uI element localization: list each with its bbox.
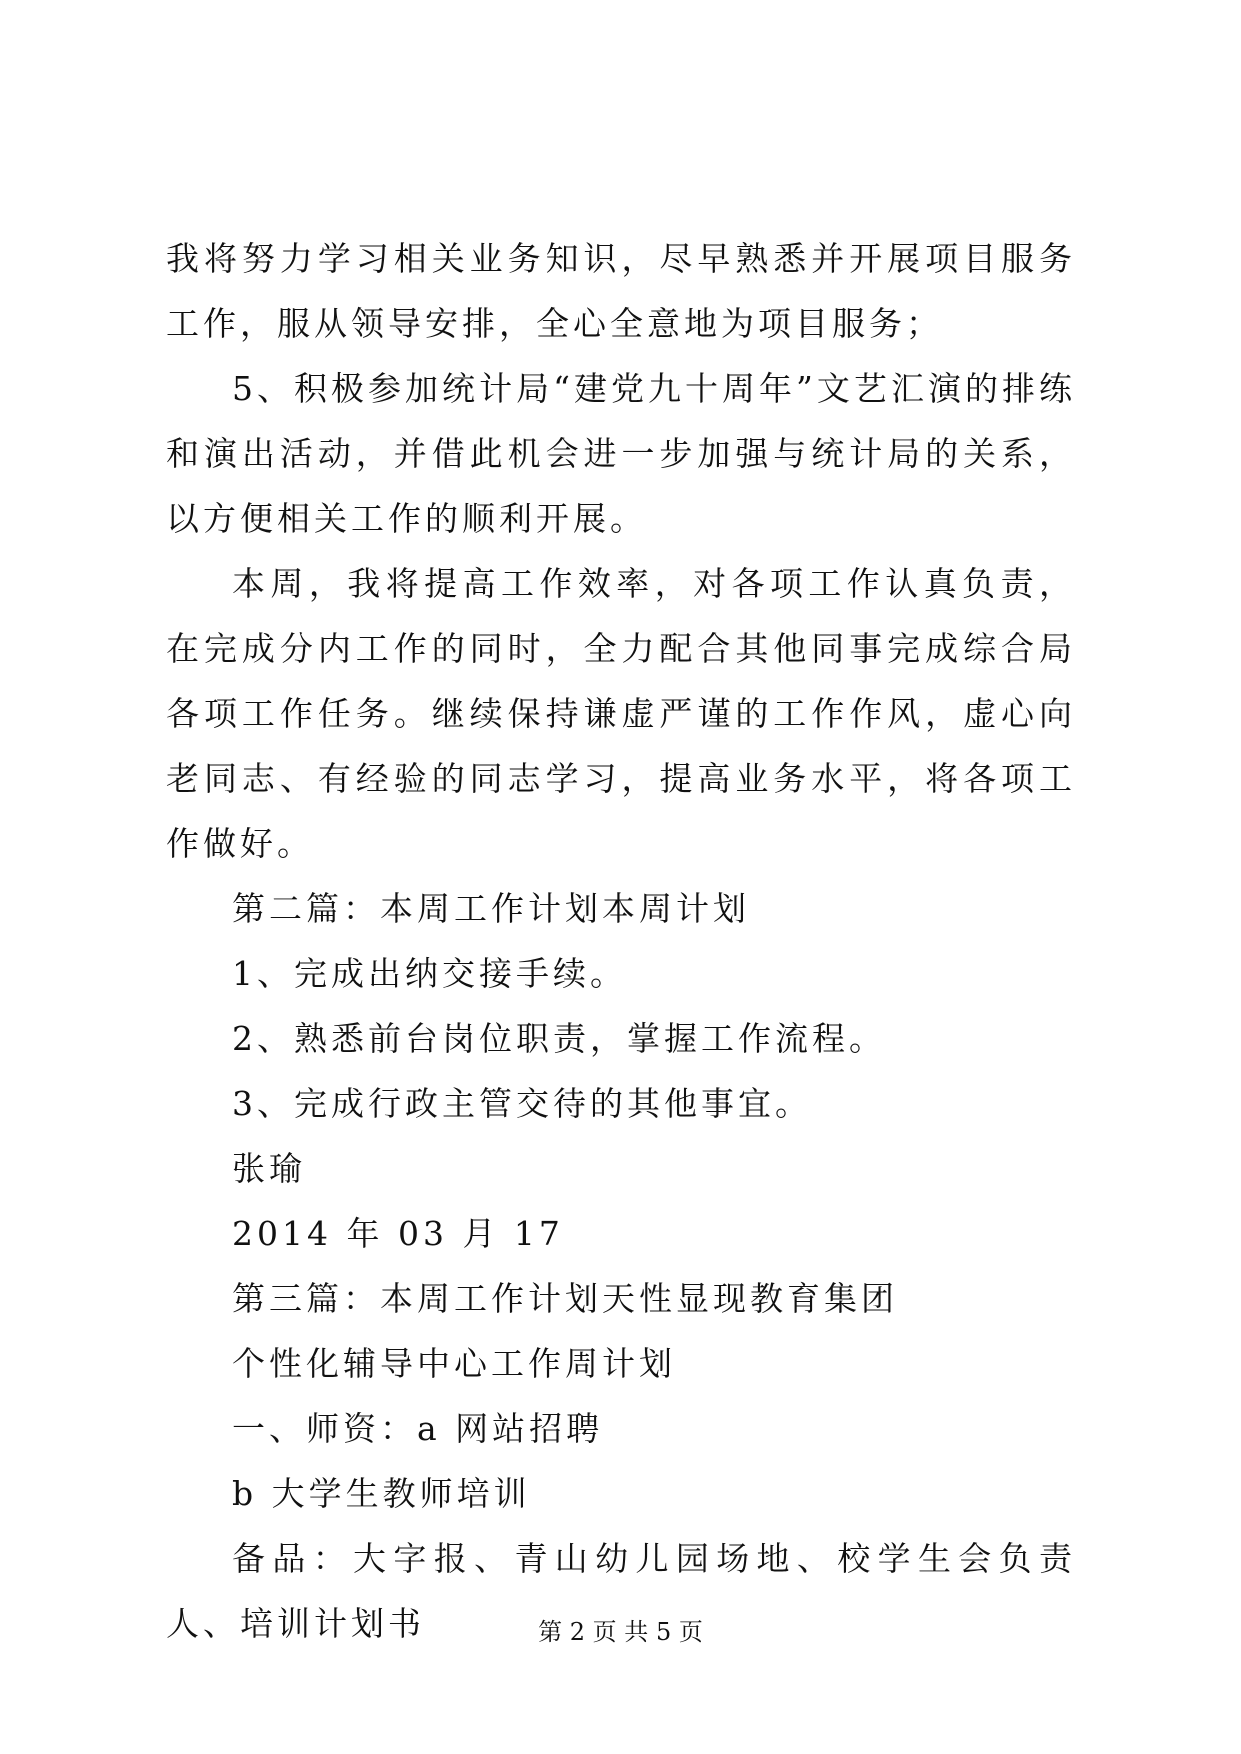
paragraph: 本周，我将提高工作效率，对各项工作认真负责，在完成分内工作的同时，全力配合其他同事完成综合局各项工作任务。继续保持谦虚严谨的工作作风，虚心向老同志、有经验的同志学习，提高业务水平，将各项工作做好。 (166, 564, 1076, 863)
paragraph: 备品：大字报、青山幼儿园场地、校学生会负责人、培训计划书 (166, 1539, 1076, 1643)
list-item: 3、完成行政主管交待的其他事宜。 (232, 1084, 812, 1123)
subheading: 个性化辅导中心工作周计划 (232, 1344, 676, 1383)
document-body (166, 226, 1076, 1656)
signature-date: 2014 年 03 月 17 (232, 1214, 564, 1253)
page-footer: 第 2 页 共 5 页 (538, 1618, 703, 1646)
list-item: 1、完成出纳交接手续。 (232, 954, 627, 993)
list-item: 2、熟悉前台岗位职责，掌握工作流程。 (232, 1019, 886, 1058)
section-heading: 第二篇：本周工作计划本周计划 (232, 889, 750, 928)
list-item: b 大学生教师培训 (232, 1474, 531, 1513)
paragraph: 5、积极参加统计局“建党九十周年”文艺汇演的排练和演出活动，并借此机会进一步加强与统计局的关系，以方便相关工作的顺利开展。 (166, 369, 1076, 538)
signature-name: 张瑜 (232, 1149, 306, 1188)
section-heading: 第三篇：本周工作计划天性显现教育集团 (232, 1279, 898, 1318)
paragraph: 我将努力学习相关业务知识，尽早熟悉并开展项目服务工作，服从领导安排，全心全意地为项目服务； (166, 239, 1076, 343)
list-item: 一、师资：a 网站招聘 (232, 1409, 604, 1448)
